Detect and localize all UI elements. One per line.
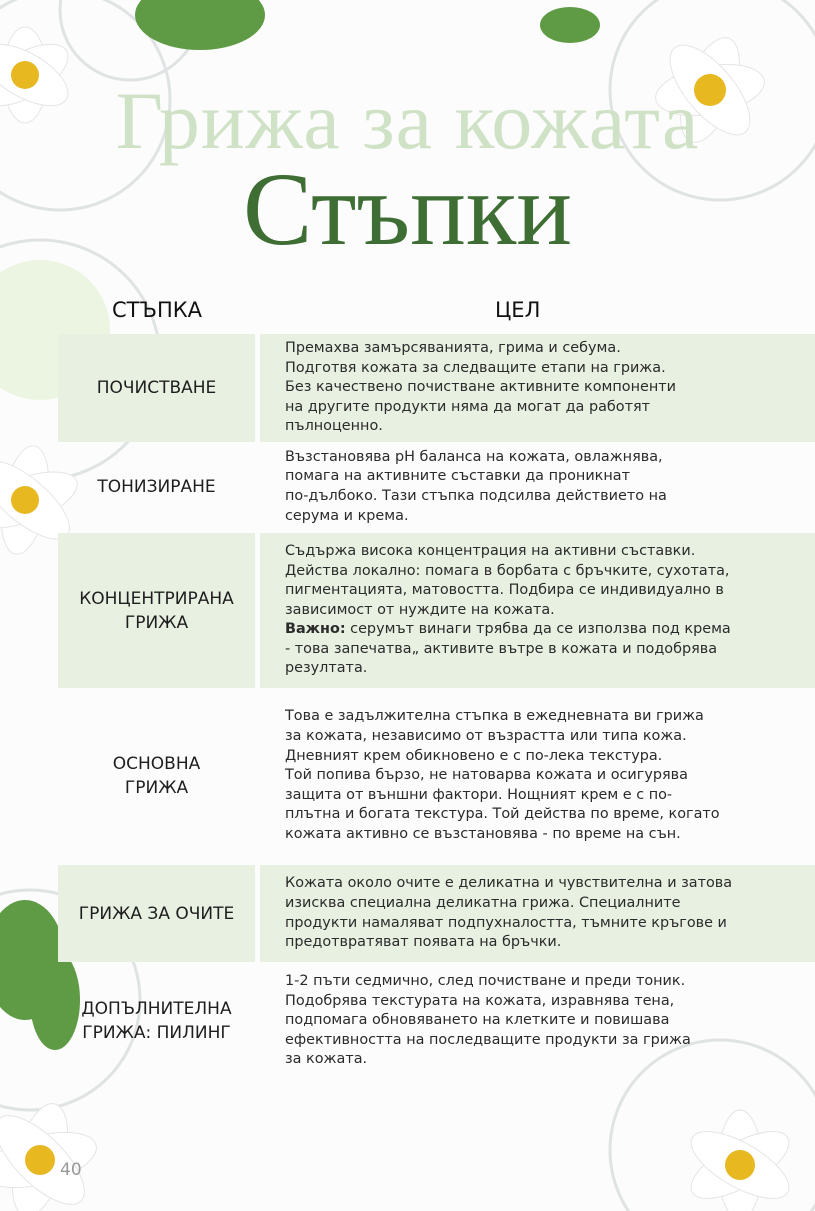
goal-line: за кожата, независимо от възрастта или типа кожа.: [285, 728, 687, 745]
table-row: [58, 688, 815, 864]
goal-line: изисква специална деликатна грижа. Специалните: [285, 894, 681, 911]
goal-line: Това е задължителна стъпка в ежедневната ви грижа: [285, 708, 704, 725]
table-row: [58, 962, 815, 1080]
goal-line: Възстановява pH баланса на кожата, овлажнява,: [285, 448, 663, 465]
step-name: [58, 334, 255, 442]
goal-line: по-дълбоко. Тази стъпка подсилва действието на: [285, 488, 667, 504]
step-name: [58, 688, 255, 864]
table-row: [58, 865, 815, 962]
goal-line: предотвратяват появата на бръчки.: [285, 934, 562, 951]
goal-line: на другите продукти няма да могат да работят: [285, 398, 650, 415]
goal-line: 1-2 пъти седмично, след почистване и преди тоник.: [285, 973, 686, 990]
step-name-line: ТОНИЗИРАНЕ: [97, 477, 216, 497]
goal-line: Подготвя кожата за следващите етапи на грижа.: [285, 359, 666, 376]
step-name-line: ГРИЖА: [124, 612, 189, 633]
step-name: [58, 865, 255, 962]
goal-cell: [260, 442, 815, 532]
goal-cell: [260, 865, 815, 962]
goal-line: резултата.: [285, 660, 368, 677]
step-name: [58, 442, 255, 532]
goal-line: кожата активно се възстановява - по време на сън.: [285, 825, 681, 842]
column-header-goal: ЦЕЛ: [495, 298, 541, 322]
step-name: [58, 962, 255, 1080]
goal-cell: [260, 533, 815, 688]
goal-cell: [260, 688, 815, 864]
goal-line: Кожата около очите е деликатна и чувствителна и затова: [285, 875, 733, 892]
goal-line: подпомага обновяването на клетките и повишава: [285, 1012, 670, 1029]
goal-line: Съдържа висока концентрация на активни съставки.: [285, 542, 696, 559]
goal-line: Подобрява текстурата на кожата, изравнява тена,: [285, 992, 675, 1009]
goal-line: плътна и богата текстура. Той действа по време, когато: [285, 806, 720, 823]
goal-line: защита от външни фактори. Нощният крем е с по-: [285, 786, 673, 803]
page-supertitle: Грижа за кожата: [115, 75, 700, 166]
goal-line: Без качествено почистване активните компоненти: [285, 379, 677, 396]
goal-text: серумът винаги трябва да се използва под крема: [345, 621, 731, 638]
step-name-line: ОСНОВНА: [112, 754, 201, 774]
important-label: Важно:: [285, 621, 346, 638]
table-row: [58, 334, 815, 442]
goal-line: Той попива бързо, не натоварва кожата и осигурява: [285, 767, 688, 784]
goal-line: Действа локално: помага в борбата с бръчките, сухотата,: [285, 562, 730, 579]
step-name-line: КОНЦЕНТРИРАНА: [79, 588, 234, 609]
page-number: 40: [60, 1160, 82, 1180]
goal-cell: [260, 334, 815, 442]
goal-line: Премахва замърсяванията, грима и себума.: [285, 340, 621, 357]
step-name-line: ГРИЖА: [124, 778, 189, 798]
goal-line: [285, 620, 731, 640]
step-name-line: ПОЧИСТВАНЕ: [96, 378, 217, 398]
goal-cell: [260, 962, 815, 1080]
step-name: [58, 533, 255, 688]
goal-line: - това запечатва„ активите вътре в кожата и подобрява: [285, 640, 718, 657]
goal-line: зависимост от нуждите на кожата.: [285, 601, 555, 618]
goal-line: продукти намаляват подпухналостта, тъмните кръгове и: [285, 914, 727, 931]
goal-line: помага на активните съставки да проникнат: [285, 468, 630, 485]
step-name-line: ГРИЖА ЗА ОЧИТЕ: [78, 903, 235, 924]
step-name-line: ДОПЪЛНИТЕЛНА: [81, 999, 232, 1019]
goal-line: пълноценно.: [285, 418, 383, 435]
table-row: [58, 442, 815, 532]
goal-line: за кожата.: [285, 1051, 368, 1068]
step-name-line: ГРИЖА: ПИЛИНГ: [82, 1023, 231, 1043]
goal-line: Дневният крем обикновено е с по-лека текстура.: [285, 747, 663, 764]
goal-line: ефективността на последващите продукти за грижа: [285, 1031, 691, 1048]
goal-line: пигментацията, матовостта. Подбира се индивидуално в: [285, 582, 724, 599]
page-title: Стъпки: [242, 152, 573, 267]
goal-line: серума и крема.: [285, 507, 409, 524]
column-header-step: СТЪПКА: [112, 298, 203, 322]
table-row: [58, 533, 815, 688]
